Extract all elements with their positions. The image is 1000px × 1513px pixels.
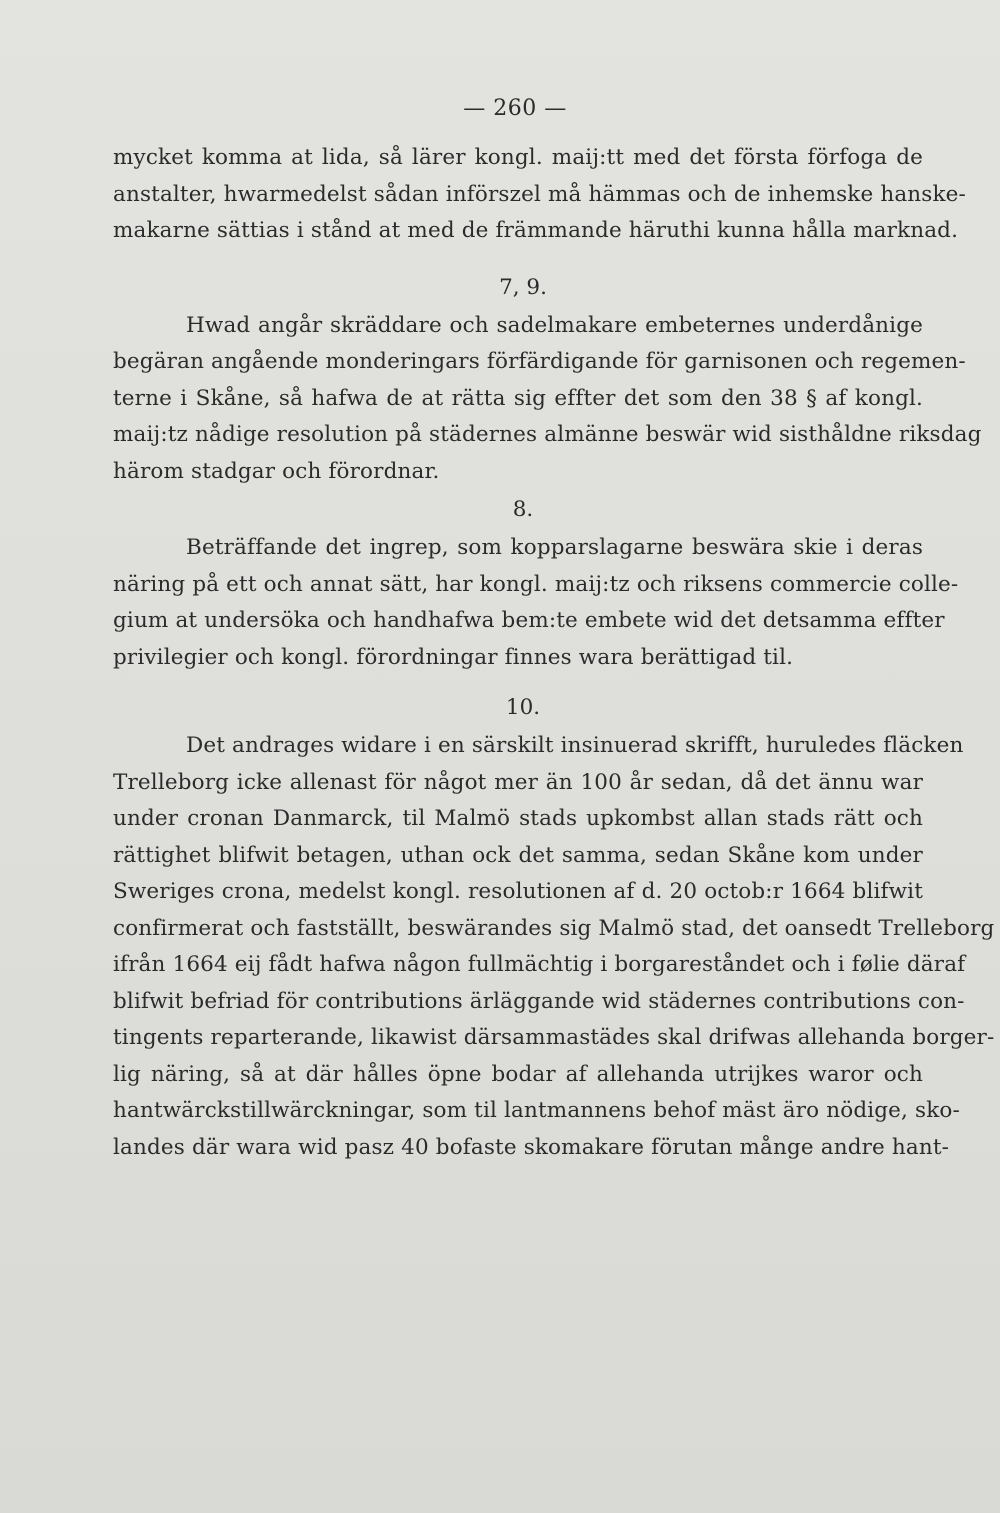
page-number: — 260 — <box>463 96 567 121</box>
paragraph-section-10 <box>113 728 995 1166</box>
text-line: Det andrages widare i en särskilt insinuerad skrifft, huruledes fläcken <box>186 733 964 758</box>
text-line: makarne sättias i stånd at med de främmande häruthi kunna hålla marknad. <box>113 218 959 243</box>
text-line: rättighet blifwit betagen, uthan ock det samma, sedan Skåne kom under <box>113 842 923 868</box>
page-body <box>113 140 995 1166</box>
text-line: mycket komma at lida, så lärer kongl. maij:tt med det första förfoga de <box>113 145 923 170</box>
section-heading-8: 8. <box>512 497 534 522</box>
text-line: under cronan Danmarck, til Malmö stads upkombst allan stads rätt och <box>113 806 923 831</box>
text-line: Hwad angår skräddare och sadelmakare embeternes underdånige <box>186 312 923 338</box>
text-line: confirmerat och fastställt, beswärandes sig Malmö stad, det oansedt Trelleborg <box>113 915 995 941</box>
text-line: begäran angående monderingars förfärdigande för garnisonen och regemen- <box>113 349 966 374</box>
text-line: maij:tz nådige resolution på städernes almänne beswär wid sisthåldne riksdag <box>113 422 982 447</box>
text-line: blifwit befriad för contributions ärläggande wid städernes contributions con- <box>113 988 965 1014</box>
paragraph-section-8 <box>113 530 959 676</box>
text-line: terne i Skåne, så hafwa de at rätta sig effter det som den 38 § af kongl. <box>113 385 923 411</box>
text-line: lig näring, så at där hålles öpne bodar af allehanda utrijkes waror och <box>113 1061 923 1087</box>
section-heading-10: 10. <box>505 695 541 720</box>
text-line: anstalter, hwarmedelst sådan införszel må hämmas och de inhemske hanske- <box>113 181 966 207</box>
text-line: ifrån 1664 eij fådt hafwa någon fullmächtig i borgareståndet och i følie däraf <box>113 952 966 977</box>
text-line: Sweriges crona, medelst kongl. resolutionen af d. 20 octob:r 1664 blifwit <box>113 879 923 904</box>
text-line: hantwärckstillwärckningar, som til lantmannens behof mäst äro nödige, sko- <box>113 1098 960 1123</box>
section-heading-7-9: 7, 9. <box>499 274 547 300</box>
text-line: tingents reparterande, likawist därsammastädes skal drifwas allehanda borger- <box>113 1025 995 1050</box>
text-line: gium at undersöka och handhafwa bem:te embete wid det detsamma effter <box>113 608 945 633</box>
text-line: Trelleborg icke allenast för något mer än 100 år sedan, då det ännu war <box>113 769 923 795</box>
text-line: Beträffande det ingrep, som kopparslagarne beswära skie i deras <box>186 535 923 560</box>
text-line: näring på ett och annat sätt, har kongl. maij:tz och riksens commercie colle- <box>113 571 959 597</box>
paragraph-continuation <box>113 140 966 250</box>
text-line: härom stadgar och förordnar. <box>113 458 440 484</box>
text-line: privilegier och kongl. förordningar finnes wara berättigad til. <box>113 644 794 670</box>
text-line: landes där wara wid pasz 40 bofaste skomakare förutan månge andre hant- <box>113 1134 950 1160</box>
paragraph-section-7-9 <box>113 308 982 491</box>
